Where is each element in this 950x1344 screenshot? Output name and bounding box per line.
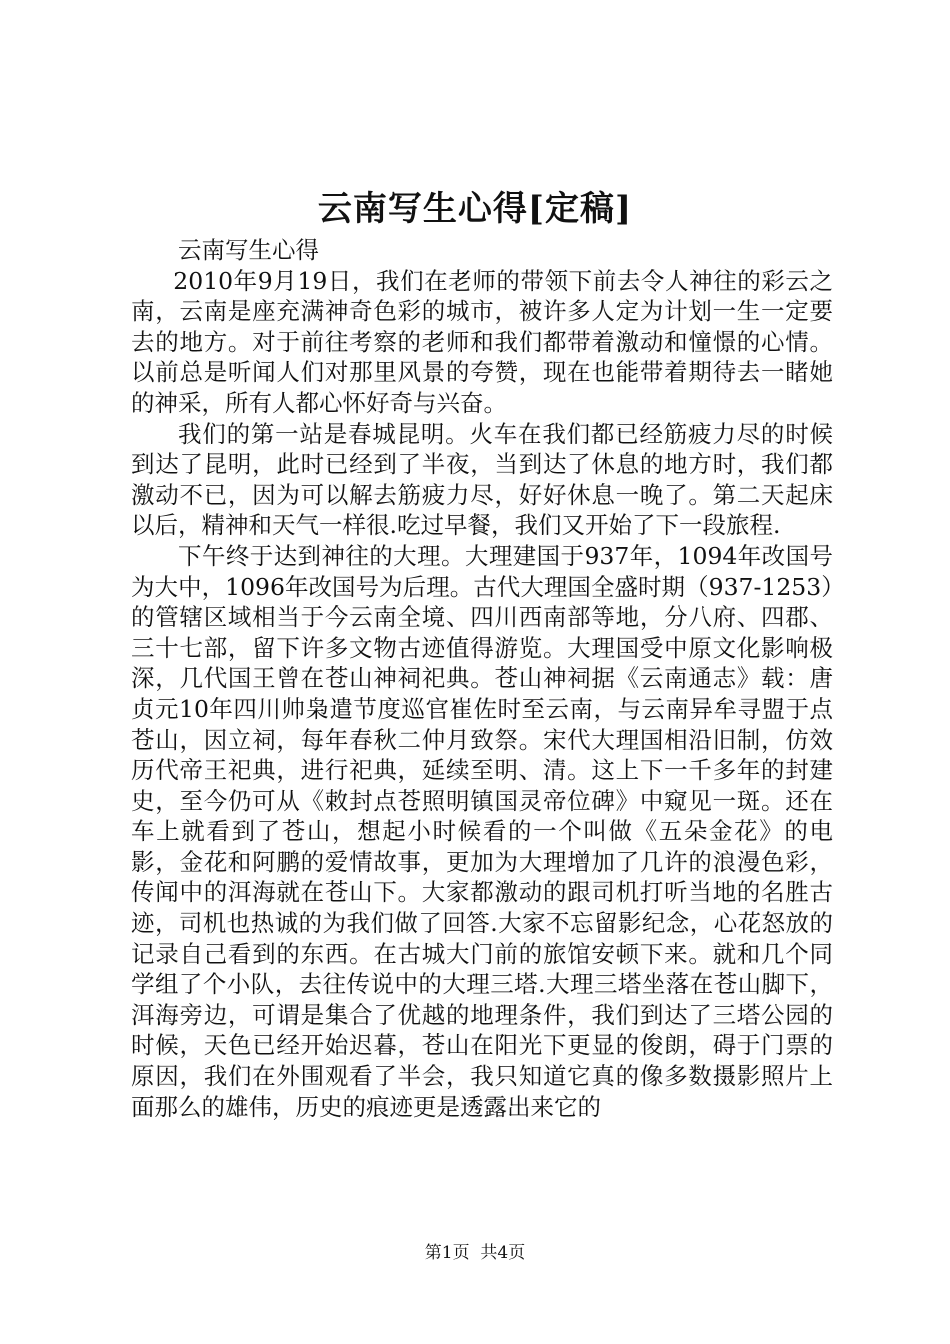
paragraph-subtitle: 云南写生心得 [178,236,319,264]
page-total: 共4页 [480,1243,526,1263]
paragraph-intro: 2010年9月19日，我们在老师的带领下前去令人神往的彩云之南，云南是座充满神奇色彩的城市，被许多人定为计划一生一定要去的地方。对于前往考察的老师和我们都带着激动和憧憬的心情。以前总是听闻人们对那里风景的夸赞，现在也能带着期待去一睹她的神采，所有人都心怀好奇与兴奋。 [131,266,833,417]
paragraph-dali: 下午终于达到神往的大理。大理建国于937年，1094年改国号为大中，1096年改国号为后理。古代大理国全盛时期（937-1253）的管辖区域相当于今云南全境、四川西南部等地，分八府、四郡、三十七部，留下许多文物古迹值得游览。大理国受中原文化影响极深，几代国王曾在苍山神祠祀典。苍山神祠据《云南通志》载：唐贞元10年四川帅枭遣节度巡官崔佐时至云南，与云南异牟寻盟于点苍山，因立祠，每年春秋二仲月致祭。宋代大理国相沿旧制，仿效历代帝王祀典，进行祀典，延续至明、清。这上下一千多年的封建史，至今仍可从《敕封点苍照明镇国灵帝位碑》中窥见一斑。还在车上就看到了苍山，想起小时候看的一个叫做《五朵金花》的电影，金花和阿鹏的爱情故事，更加为大理增加了几许的浪漫色彩，传闻中的洱海就在苍山下。大家都激动的跟司机打听当地的名胜古迹，司机也热诚的为我们做了回答.大家不忘留影纪念，心花怒放的记录自己看到的东西。在古城大门前的旅馆安顿下来。就和几个同学组了个小队，去往传说中的大理三塔.大理三塔坐落在苍山脚下，洱海旁边，可谓是集合了优越的地理条件，我们到达了三塔公园的时候，天色已经开始迟暮，苍山在阳光下更显的俊朗，碍于门票的原因，我们在外围观看了半会，我只知道它真的像多数摄影照片上面那么的雄伟，历史的痕迹更是透露出来它的 [131,541,833,1121]
page-footer [0,1242,950,1264]
page-number: 第1页 [424,1243,470,1263]
document-body [131,235,833,1122]
document-title: 云南写生心得[定稿] [317,189,633,229]
paragraph-kunming: 我们的第一站是春城昆明。火车在我们都已经筋疲力尽的时候到达了昆明，此时已经到了半夜，当到达了休息的地方时，我们都激动不已，因为可以解去筋疲力尽，好好休息一晚了。第二天起床以后，精神和天气一样很.吃过早餐，我们又开始了下一段旅程. [131,419,833,540]
